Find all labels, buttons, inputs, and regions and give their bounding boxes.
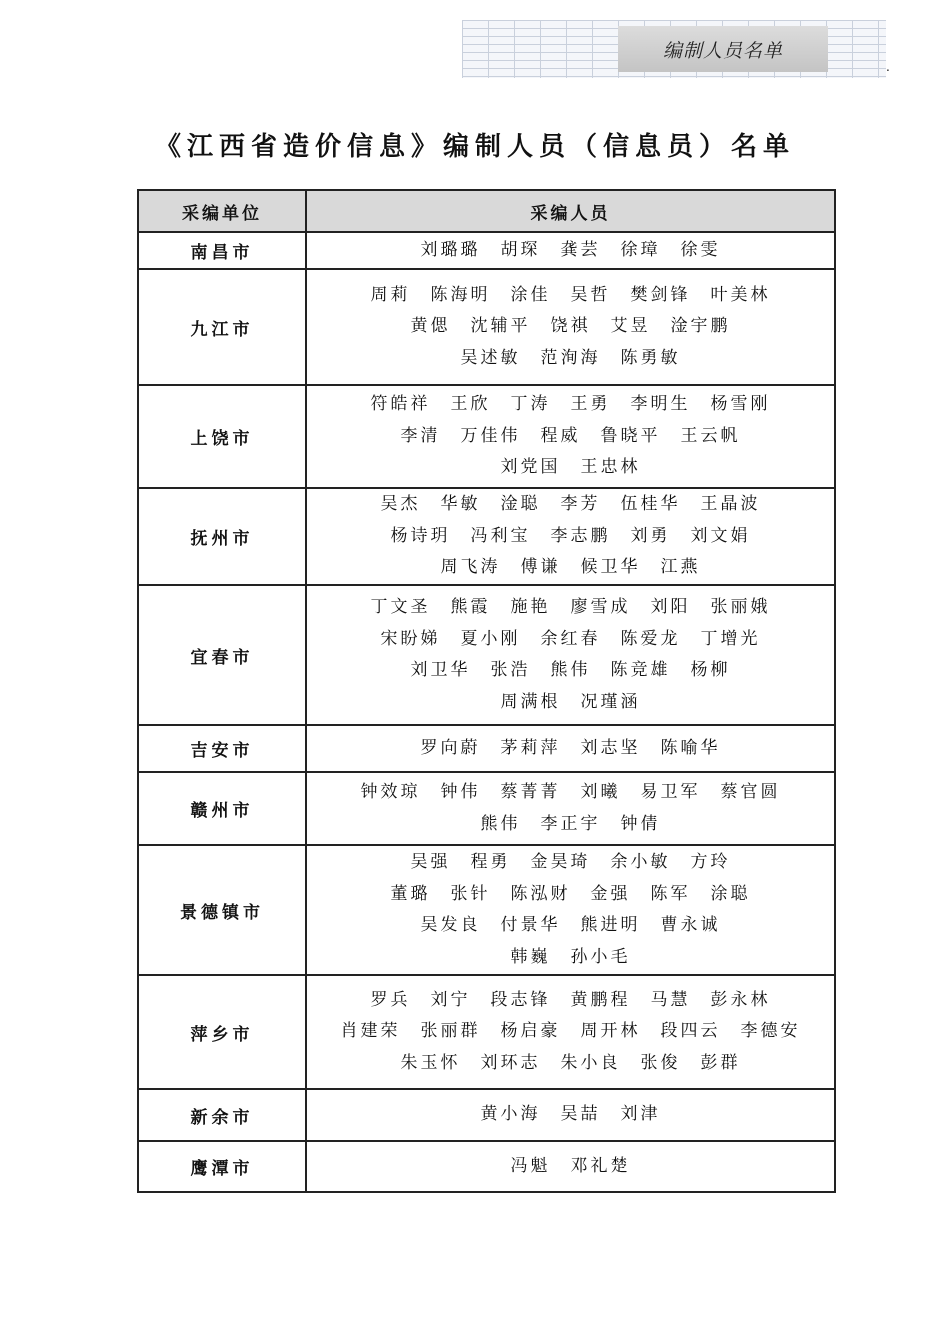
staff-name: 段四云 [660, 1021, 721, 1042]
staff-line [307, 1099, 834, 1131]
staff-name: 王勇 [570, 394, 611, 415]
staff-name: 叶美林 [710, 284, 771, 305]
staff-line [307, 777, 834, 809]
staff-name: 程威 [540, 425, 581, 446]
staff-name: 付景华 [500, 915, 561, 935]
staff-name: 陈爱龙 [620, 628, 681, 649]
staff-name: 万佳伟 [460, 425, 521, 446]
staff-name: 张针 [450, 883, 491, 904]
staff-line [307, 421, 834, 453]
staff-cell [306, 772, 835, 845]
staff-name: 冯利宝 [470, 525, 531, 546]
staff-name: 陈军 [650, 883, 691, 904]
staff-name: 刘曦 [580, 782, 621, 802]
staff-name: 茅莉萍 [500, 737, 561, 758]
staff-name: 刘阳 [650, 597, 691, 617]
staff-name: 王欣 [450, 394, 491, 415]
staff-name: 涂聪 [710, 883, 751, 904]
table-row [138, 232, 835, 269]
staff-cell [306, 725, 835, 772]
staff-name: 张俊 [640, 1052, 681, 1073]
staff-name: 刘津 [620, 1104, 661, 1125]
staff-name: 候卫华 [580, 557, 641, 578]
staff-name: 吴发良 [420, 915, 481, 935]
staff-name: 冯魁 [510, 1155, 551, 1176]
staff-cell [306, 232, 835, 269]
staff-name: 沈辅平 [470, 316, 531, 337]
staff-name: 周莉 [370, 284, 411, 305]
staff-name: 刘卫华 [410, 660, 471, 680]
staff-name: 江燕 [660, 557, 701, 578]
staff-name: 刘环志 [480, 1052, 541, 1073]
staff-name: 易卫军 [640, 782, 701, 802]
staff-line [307, 985, 834, 1017]
roster-table [137, 189, 836, 1193]
staff-name: 樊剑锋 [630, 284, 691, 305]
staff-name: 徐雯 [680, 239, 721, 260]
staff-name: 吴哲 [570, 284, 611, 305]
staff-name: 杨柳 [690, 660, 731, 680]
staff-name: 金昊琦 [530, 852, 591, 872]
staff-name: 李德安 [740, 1021, 801, 1042]
table-row [138, 488, 835, 585]
unit-cell: 上饶市 [138, 385, 306, 488]
staff-name: 张丽娥 [710, 597, 771, 617]
staff-name: 丁增光 [700, 628, 761, 649]
staff-name: 丁文圣 [370, 597, 431, 617]
staff-name: 淦宇鹏 [670, 316, 731, 337]
staff-name: 华敏 [440, 494, 481, 515]
staff-name: 熊霞 [450, 597, 491, 617]
staff-name: 钟伟 [440, 782, 481, 802]
staff-name: 李芳 [560, 494, 601, 515]
staff-line [307, 942, 834, 974]
staff-name: 艾昱 [610, 316, 651, 337]
staff-name: 刘党国 [500, 457, 561, 478]
staff-name: 彭永林 [710, 989, 771, 1010]
staff-name: 余小敏 [610, 852, 671, 872]
staff-name: 廖雪成 [570, 597, 631, 617]
staff-name: 曹永诚 [660, 915, 721, 935]
staff-name: 陈泓财 [510, 883, 571, 904]
staff-name: 孙小毛 [570, 946, 631, 967]
unit-cell: 九江市 [138, 269, 306, 385]
staff-name: 杨诗玥 [390, 525, 451, 546]
staff-cell [306, 385, 835, 488]
unit-cell: 宜春市 [138, 585, 306, 725]
unit-cell: 南昌市 [138, 232, 306, 269]
staff-name: 张浩 [490, 660, 531, 680]
staff-line [307, 235, 834, 267]
unit-cell: 萍乡市 [138, 975, 306, 1089]
staff-name: 钟倩 [620, 813, 661, 834]
staff-name: 董璐 [390, 883, 431, 904]
staff-name: 吴喆 [560, 1104, 601, 1125]
staff-name: 钟效琼 [360, 782, 421, 802]
staff-name: 王忠林 [580, 457, 641, 478]
document-title: 《江西省造价信息》编制人员（信息员）名单 [154, 132, 795, 162]
staff-name: 程勇 [470, 852, 511, 872]
staff-line [307, 389, 834, 421]
staff-name: 宋盼娣 [380, 628, 441, 649]
staff-cell [306, 845, 835, 975]
staff-name: 吴述敏 [460, 347, 521, 368]
staff-name: 徐璋 [620, 239, 661, 260]
staff-name: 陈竞雄 [610, 660, 671, 680]
staff-line [307, 1048, 834, 1080]
staff-name: 杨雪刚 [710, 394, 771, 415]
staff-name: 夏小刚 [460, 628, 521, 649]
staff-name: 陈海明 [430, 284, 491, 305]
staff-name: 张丽群 [420, 1021, 481, 1042]
staff-name: 陈勇敏 [620, 347, 681, 368]
table-row [138, 725, 835, 772]
staff-name: 蔡官圆 [720, 782, 781, 802]
staff-name: 熊伟 [550, 660, 591, 680]
staff-cell [306, 975, 835, 1089]
table-row [138, 1141, 835, 1192]
staff-name: 黄鹏程 [570, 989, 631, 1010]
staff-name: 彭群 [700, 1052, 741, 1073]
staff-name: 朱玉怀 [400, 1052, 461, 1073]
roster-body [138, 232, 835, 1192]
staff-name: 罗向蔚 [420, 737, 481, 758]
table-row [138, 772, 835, 845]
staff-name: 涂佳 [510, 284, 551, 305]
staff-name: 施艳 [510, 597, 551, 617]
header-staff: 采编人员 [306, 190, 835, 232]
staff-name: 饶祺 [550, 316, 591, 337]
table-header-row [138, 190, 835, 232]
staff-name: 马慧 [650, 989, 691, 1010]
staff-name: 周开林 [580, 1021, 641, 1042]
staff-line [307, 489, 834, 521]
staff-name: 刘文娟 [690, 525, 751, 546]
staff-name: 吴强 [410, 852, 451, 872]
staff-line [307, 521, 834, 553]
staff-name: 傅谦 [520, 557, 561, 578]
staff-name: 王云帆 [680, 425, 741, 446]
table-row [138, 269, 835, 385]
staff-name: 刘宁 [430, 989, 471, 1010]
table-row [138, 845, 835, 975]
banner-dot: . [886, 60, 890, 74]
unit-cell: 鹰潭市 [138, 1141, 306, 1192]
header-unit: 采编单位 [138, 190, 306, 232]
staff-name: 刘璐璐 [420, 239, 481, 260]
staff-name: 邓礼楚 [570, 1155, 631, 1176]
staff-name: 肖建荣 [340, 1021, 401, 1042]
staff-name: 杨启豪 [500, 1021, 561, 1042]
staff-line [307, 910, 834, 942]
staff-line [307, 343, 834, 375]
staff-name: 李正宇 [540, 813, 601, 834]
staff-name: 伍桂华 [620, 494, 681, 515]
staff-name: 丁涛 [510, 394, 551, 415]
staff-name: 范洵海 [540, 347, 601, 368]
staff-line [307, 809, 834, 841]
staff-name: 陈喻华 [660, 737, 721, 758]
staff-line [307, 687, 834, 719]
staff-line [307, 879, 834, 911]
staff-line [307, 1151, 834, 1183]
staff-name: 朱小良 [560, 1052, 621, 1073]
staff-line [307, 592, 834, 624]
staff-line [307, 280, 834, 312]
staff-name: 刘勇 [630, 525, 671, 546]
banner-title-box [618, 26, 828, 72]
table-row [138, 975, 835, 1089]
staff-name: 李志鹏 [550, 525, 611, 546]
staff-name: 李清 [400, 425, 441, 446]
staff-name: 李明生 [630, 394, 691, 415]
staff-line [307, 552, 834, 584]
unit-cell: 吉安市 [138, 725, 306, 772]
staff-name: 刘志坚 [580, 737, 641, 758]
unit-cell: 景德镇市 [138, 845, 306, 975]
staff-cell [306, 1141, 835, 1192]
staff-name: 胡琛 [500, 239, 541, 260]
staff-name: 王晶波 [700, 494, 761, 515]
table-row [138, 385, 835, 488]
staff-cell [306, 488, 835, 585]
staff-name: 金强 [590, 883, 631, 904]
staff-name: 韩巍 [510, 946, 551, 967]
staff-line [307, 1016, 834, 1048]
staff-cell [306, 269, 835, 385]
staff-name: 况瑾涵 [580, 691, 641, 712]
staff-name: 熊伟 [480, 813, 521, 834]
table-row [138, 1089, 835, 1141]
staff-name: 鲁晓平 [600, 425, 661, 446]
staff-name: 吴杰 [380, 494, 421, 515]
staff-name: 周满根 [500, 691, 561, 712]
staff-name: 蔡菁菁 [500, 782, 561, 802]
table-row [138, 585, 835, 725]
staff-name: 黄小海 [480, 1104, 541, 1125]
staff-name: 周飞涛 [440, 557, 501, 578]
staff-line [307, 624, 834, 656]
staff-name: 熊进明 [580, 915, 641, 935]
unit-cell: 新余市 [138, 1089, 306, 1141]
staff-line [307, 311, 834, 343]
staff-name: 罗兵 [370, 989, 411, 1010]
staff-line [307, 655, 834, 687]
staff-name: 淦聪 [500, 494, 541, 515]
staff-name: 黄偲 [410, 316, 451, 337]
staff-line [307, 847, 834, 879]
staff-name: 龚芸 [560, 239, 601, 260]
unit-cell: 抚州市 [138, 488, 306, 585]
staff-name: 段志锋 [490, 989, 551, 1010]
unit-cell: 赣州市 [138, 772, 306, 845]
staff-name: 方玲 [690, 852, 731, 872]
staff-cell [306, 585, 835, 725]
staff-line [307, 452, 834, 484]
staff-cell [306, 1089, 835, 1141]
staff-name: 符皓祥 [370, 394, 431, 415]
header-banner [462, 20, 886, 78]
staff-name: 余红春 [540, 628, 601, 649]
banner-title: 编制人员名单 [662, 39, 783, 62]
staff-line [307, 733, 834, 765]
